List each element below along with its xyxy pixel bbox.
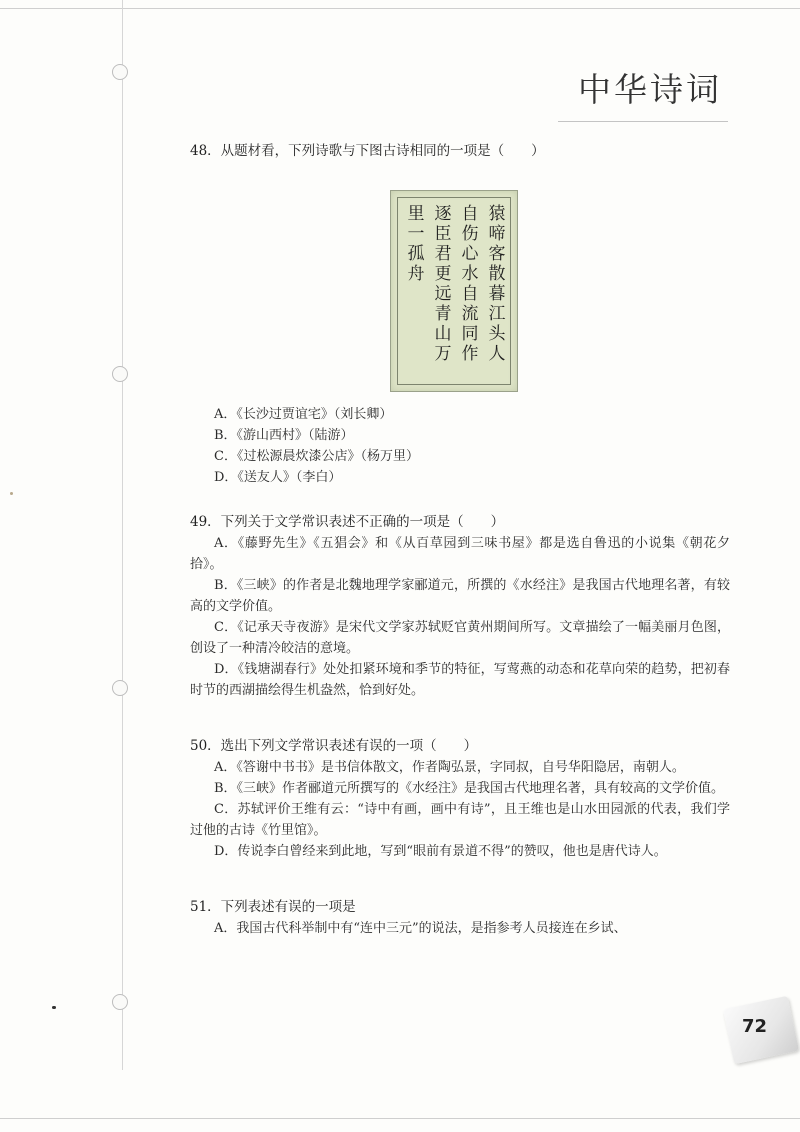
option-b: B．《游山西村》（陆游） bbox=[214, 428, 354, 443]
paper-speck bbox=[10, 492, 13, 495]
question-51 bbox=[190, 896, 730, 939]
question-stem: 48．从题材看，下列诗歌与下图古诗相同的一项是（ ） bbox=[190, 143, 545, 159]
binding-margin-line bbox=[122, 0, 123, 1070]
option-d: D．《送友人》（李白） bbox=[214, 470, 342, 485]
calligraphy-poem-image bbox=[390, 190, 518, 392]
binding-hole bbox=[112, 366, 128, 382]
calligraphy-column: 自伤心水自流同作 bbox=[457, 204, 478, 364]
question-50 bbox=[190, 735, 730, 862]
bottom-border-line bbox=[0, 1118, 800, 1119]
question-stem: 51．下列表述有误的一项是 bbox=[190, 899, 356, 915]
question-48 bbox=[190, 140, 730, 511]
option-b: B．《三峡》作者郦道元所撰写的《水经注》是我国古代地理名著，具有较高的文学价值。 bbox=[214, 781, 725, 796]
paper-speck bbox=[52, 1006, 56, 1009]
option-a: A．《长沙过贾谊宅》（刘长卿） bbox=[214, 407, 393, 422]
page-number: 72 bbox=[742, 1016, 768, 1037]
option-d: D．《钱塘湖春行》处处扣紧环境和季节的特征，写莺燕的动态和花草向荣的趋势，把初春时节的西湖描绘得生机盎然，恰到好处。 bbox=[190, 662, 730, 698]
option-c: C．《记承天寺夜游》是宋代文学家苏轼贬官黄州期间所写。文章描绘了一幅美丽月色图，创设了一种清冷皎洁的意境。 bbox=[190, 620, 730, 656]
options bbox=[190, 404, 419, 488]
top-border-line bbox=[0, 8, 800, 9]
question-stem: 49．下列关于文学常识表述不正确的一项是（ ） bbox=[190, 514, 505, 530]
binding-hole bbox=[112, 64, 128, 80]
calligraphy-frame bbox=[397, 197, 511, 385]
calligraphy-column: 逐臣君更远青山万 bbox=[430, 204, 451, 364]
option-d: D．传说李白曾经来到此地，写到“眼前有景道不得”的赞叹，他也是唐代诗人。 bbox=[214, 844, 667, 859]
binding-hole bbox=[112, 994, 128, 1010]
title-rule bbox=[558, 121, 728, 122]
option-a: A．《答谢中书书》是书信体散文，作者陶弘景，字同叔，自号华阳隐居，南朝人。 bbox=[214, 760, 685, 775]
binding-hole bbox=[112, 680, 128, 696]
option-a: A．我国古代科举制中有“连中三元”的说法，是指参考人员接连在乡试、 bbox=[214, 921, 627, 936]
option-c: C．《过松源晨炊漆公店》（杨万里） bbox=[214, 449, 419, 464]
question-list bbox=[190, 140, 730, 939]
calligraphy-column: 里一孤舟 bbox=[403, 204, 424, 284]
question-stem: 50．选出下列文学常识表述有误的一项（ ） bbox=[190, 738, 478, 754]
option-b: B．《三峡》的作者是北魏地理学家郦道元，所撰的《水经注》是我国古代地理名著，有较高的文学价值。 bbox=[190, 578, 730, 614]
option-c: C．苏轼评价王维有云：“诗中有画，画中有诗”，且王维也是山水田园派的代表，我们学过他的古诗《竹里馆》。 bbox=[190, 802, 730, 838]
option-a: A．《藤野先生》《五猖会》和《从百草园到三味书屋》都是选自鲁迅的小说集《朝花夕拾》。 bbox=[190, 536, 730, 572]
question-49 bbox=[190, 511, 730, 701]
section-title: 中华诗词 bbox=[578, 70, 722, 109]
calligraphy-column: 猿啼客散暮江头人 bbox=[484, 204, 505, 364]
